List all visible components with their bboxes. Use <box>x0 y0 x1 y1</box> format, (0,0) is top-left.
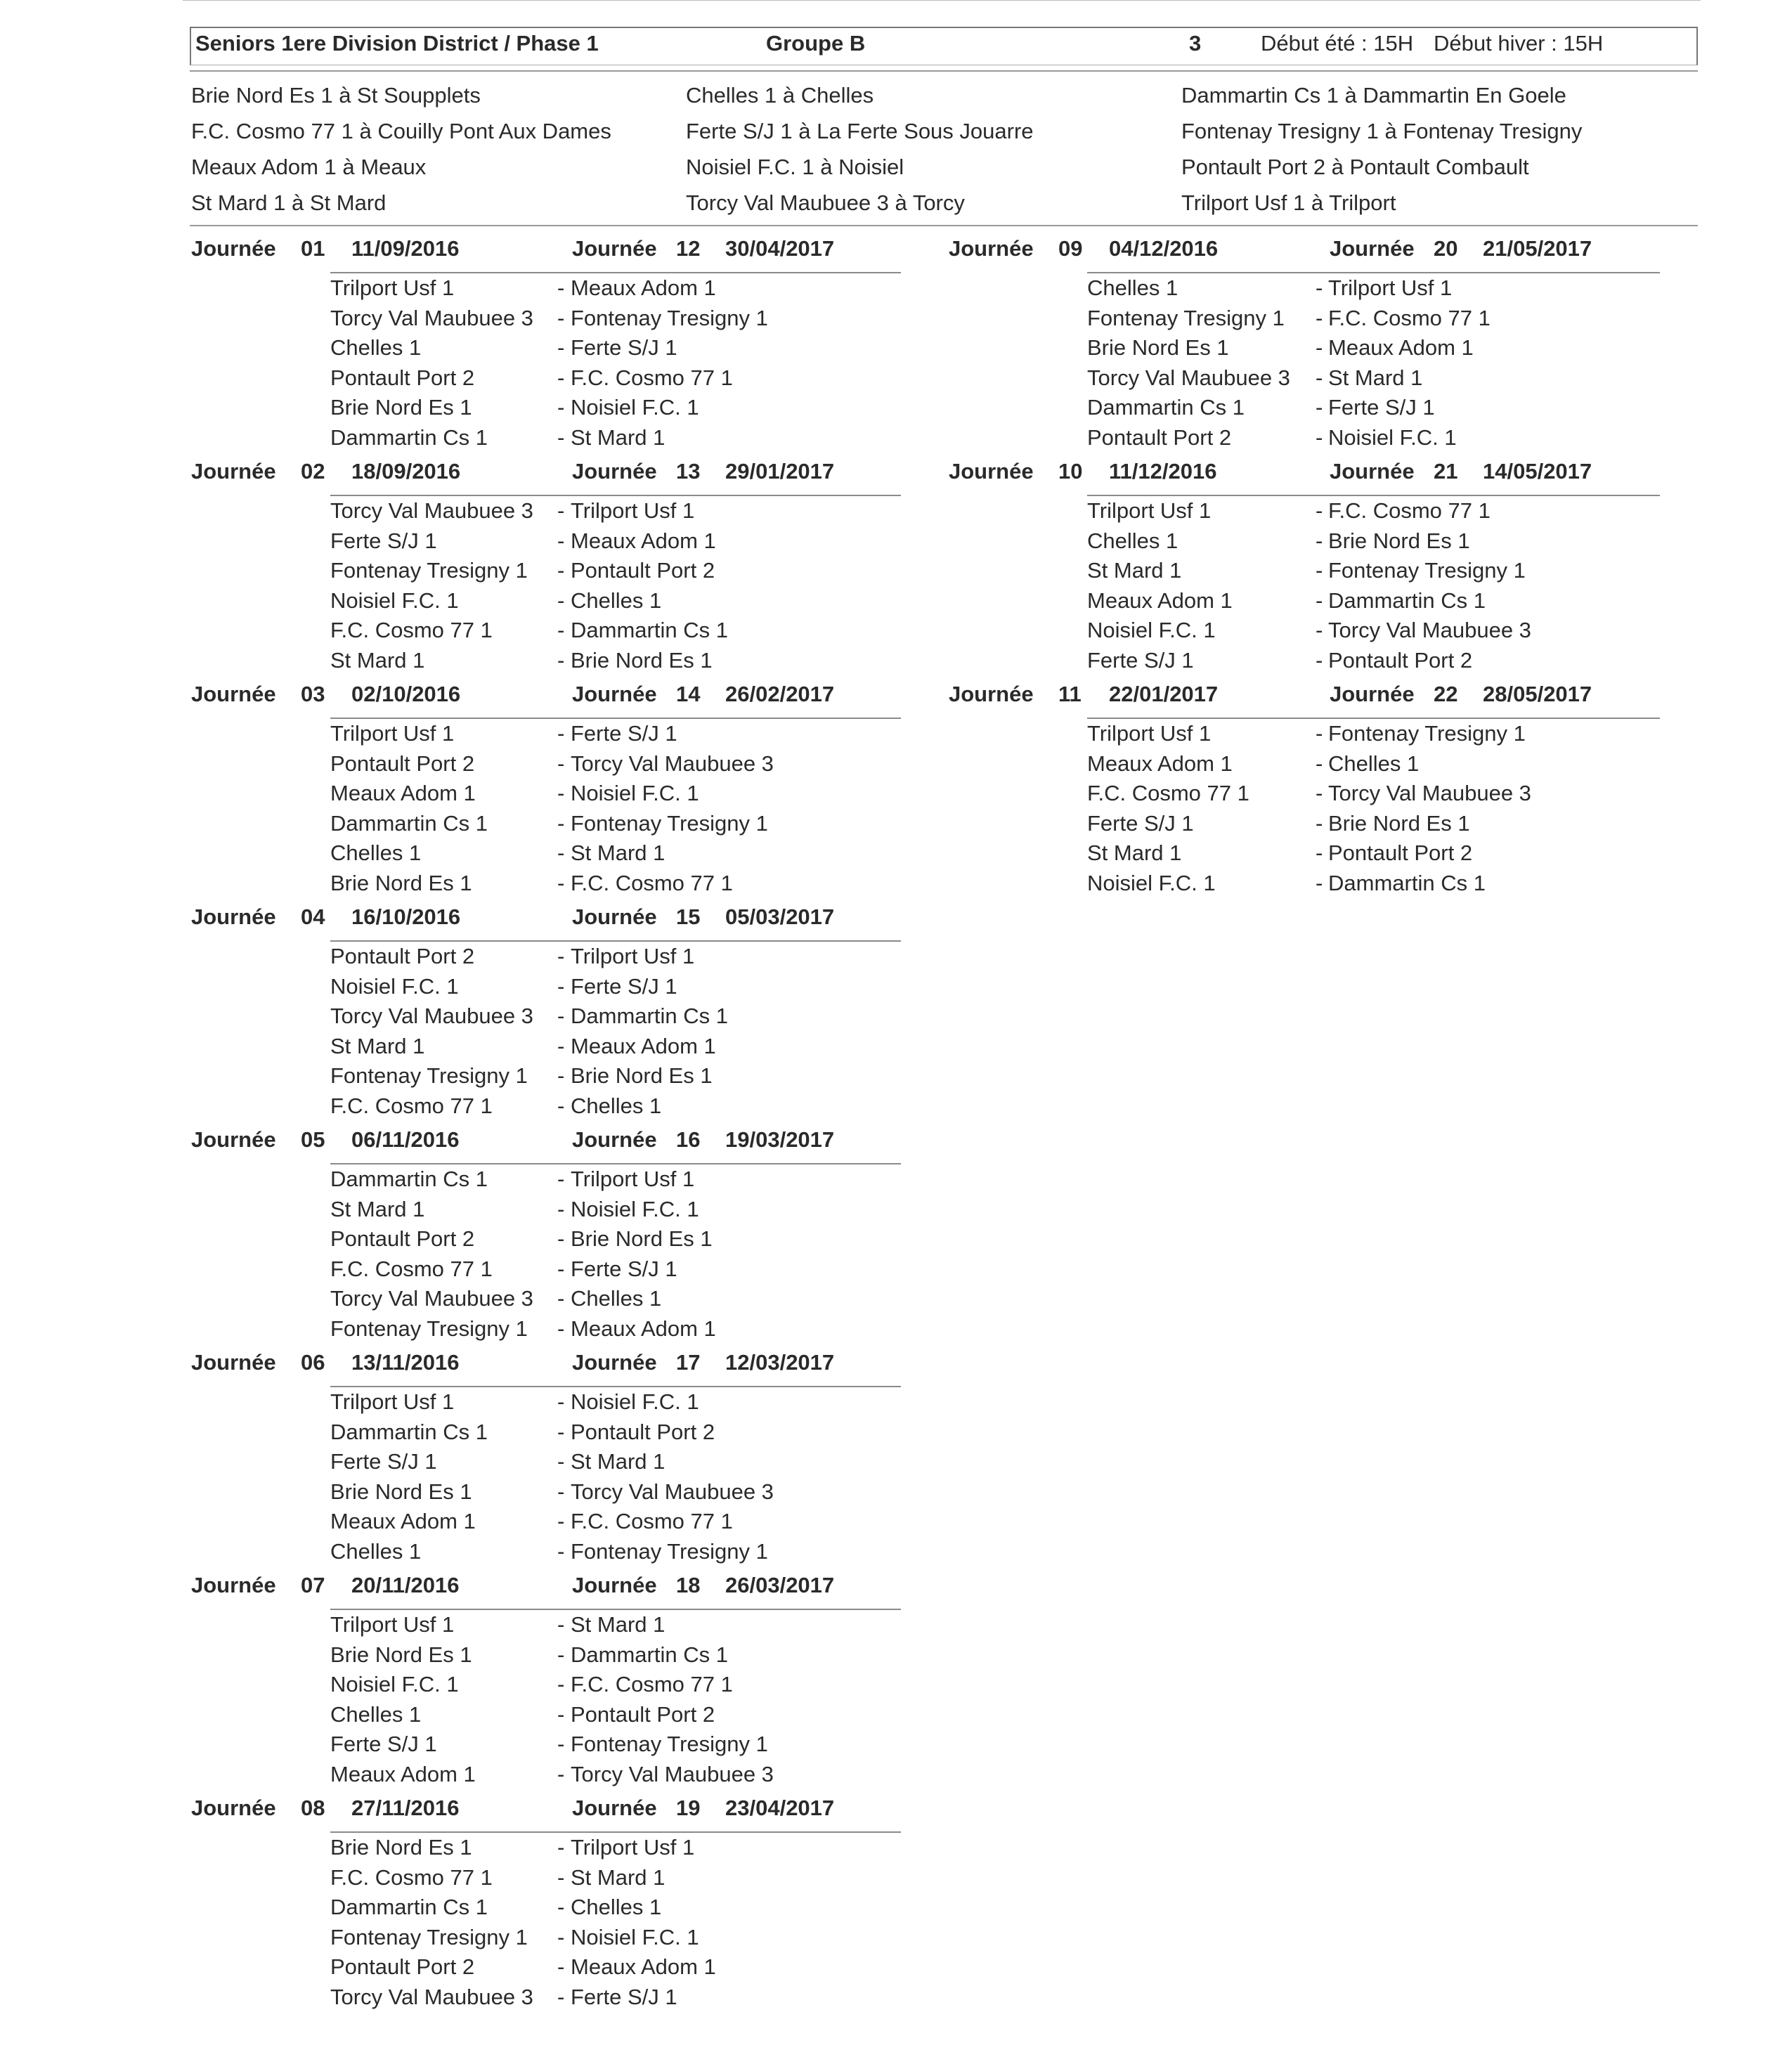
home-team: Brie Nord Es 1 <box>330 1479 472 1504</box>
away-team: Ferte S/J 1 <box>571 721 677 746</box>
home-team: Dammartin Cs 1 <box>330 1895 488 1920</box>
journee-number: 12 <box>676 236 701 261</box>
schedule-header <box>190 27 1698 65</box>
match-dash: - <box>557 558 565 583</box>
journee-date: 23/04/2017 <box>725 1796 835 1820</box>
journee-date: 02/10/2016 <box>351 682 461 706</box>
journee-date: 29/01/2017 <box>725 459 835 484</box>
round-divider <box>330 1163 901 1164</box>
away-team: F.C. Cosmo 77 1 <box>1328 305 1491 330</box>
match-dash: - <box>557 1895 565 1920</box>
home-team: Chelles 1 <box>1087 528 1179 553</box>
match-dash: - <box>557 425 565 450</box>
match-dash: - <box>557 721 565 746</box>
journee-date: 11/12/2016 <box>1109 459 1217 484</box>
away-team: Torcy Val Maubuee 3 <box>571 1762 774 1786</box>
journee-number: 17 <box>676 1350 701 1375</box>
journee-label: Journée <box>191 1350 276 1375</box>
journee-number: 13 <box>676 459 701 484</box>
away-team: St Mard 1 <box>1328 365 1423 390</box>
home-team: Torcy Val Maubuee 3 <box>330 1004 533 1029</box>
home-team: St Mard 1 <box>330 1033 425 1058</box>
match-dash: - <box>557 1256 565 1281</box>
away-team: Trilport Usf 1 <box>571 1167 695 1191</box>
journee-date: 21/05/2017 <box>1483 236 1592 261</box>
home-team: Noisiel F.C. 1 <box>1087 618 1216 643</box>
match-dash: - <box>557 1449 565 1474</box>
home-team: F.C. Cosmo 77 1 <box>1087 781 1249 806</box>
away-team: Torcy Val Maubuee 3 <box>571 1479 774 1504</box>
match-dash: - <box>557 1835 565 1860</box>
home-team: F.C. Cosmo 77 1 <box>330 618 493 643</box>
away-team: Torcy Val Maubuee 3 <box>1328 781 1531 806</box>
home-team: Chelles 1 <box>330 1701 422 1727</box>
match-dash: - <box>557 1004 565 1029</box>
home-team: Fontenay Tresigny 1 <box>1087 305 1285 330</box>
journee-date: 19/03/2017 <box>725 1127 835 1152</box>
away-team: Pontault Port 2 <box>571 1701 715 1727</box>
home-team: Ferte S/J 1 <box>330 1449 437 1474</box>
venue-divider <box>190 225 1698 226</box>
journee-date: 13/11/2016 <box>351 1350 460 1375</box>
away-team: St Mard 1 <box>571 425 665 450</box>
match-dash: - <box>557 1094 565 1118</box>
away-team: Meaux Adom 1 <box>571 1316 716 1341</box>
home-team: Pontault Port 2 <box>1087 425 1232 450</box>
home-team: St Mard 1 <box>1087 841 1182 866</box>
journee-number: 01 <box>301 236 325 261</box>
home-team: Torcy Val Maubuee 3 <box>330 305 533 330</box>
round-divider <box>330 495 901 496</box>
journee-label: Journée <box>572 1573 657 1597</box>
journee-number: 20 <box>1434 236 1458 261</box>
away-team: Trilport Usf 1 <box>571 498 695 523</box>
group-number: 3 <box>1189 31 1202 56</box>
match-dash: - <box>557 1419 565 1444</box>
match-dash: - <box>1316 721 1323 746</box>
journee-number: 19 <box>676 1796 701 1820</box>
match-dash: - <box>557 648 565 673</box>
away-team: F.C. Cosmo 77 1 <box>1328 498 1491 523</box>
journee-date: 12/03/2017 <box>725 1350 835 1375</box>
match-dash: - <box>557 528 565 553</box>
journee-date: 27/11/2016 <box>351 1796 460 1820</box>
away-team: Chelles 1 <box>1328 751 1420 776</box>
away-team: Fontenay Tresigny 1 <box>1328 558 1526 583</box>
match-dash: - <box>557 1642 565 1667</box>
journee-date: 14/05/2017 <box>1483 459 1592 484</box>
header-divider <box>190 70 1698 72</box>
away-team: St Mard 1 <box>571 1864 665 1890</box>
journee-label: Journée <box>191 904 276 929</box>
home-team: Brie Nord Es 1 <box>1087 335 1229 361</box>
journee-date: 30/04/2017 <box>725 236 835 261</box>
away-team: St Mard 1 <box>571 1612 665 1637</box>
match-dash: - <box>557 1864 565 1890</box>
match-dash: - <box>1316 751 1323 776</box>
home-team: Dammartin Cs 1 <box>1087 395 1245 420</box>
journee-label: Journée <box>191 459 276 484</box>
home-team: Noisiel F.C. 1 <box>330 588 459 613</box>
away-team: Meaux Adom 1 <box>571 528 716 553</box>
journee-label: Journée <box>1330 459 1415 484</box>
home-team: Meaux Adom 1 <box>1087 588 1233 613</box>
home-team: Torcy Val Maubuee 3 <box>330 1985 533 2009</box>
away-team: Trilport Usf 1 <box>571 944 695 968</box>
journee-number: 14 <box>676 682 701 706</box>
match-dash: - <box>557 1167 565 1191</box>
match-dash: - <box>557 871 565 895</box>
journee-date: 04/12/2016 <box>1109 236 1219 261</box>
away-team: Dammartin Cs 1 <box>571 1004 728 1029</box>
home-team: Torcy Val Maubuee 3 <box>330 498 533 523</box>
venue-entry: Brie Nord Es 1 à St Soupplets <box>191 83 481 108</box>
away-team: Dammartin Cs 1 <box>571 1642 728 1667</box>
journee-number: 08 <box>301 1796 325 1820</box>
home-team: Meaux Adom 1 <box>330 781 476 806</box>
away-team: F.C. Cosmo 77 1 <box>571 871 733 895</box>
match-dash: - <box>557 1389 565 1414</box>
match-dash: - <box>557 810 565 836</box>
away-team: Meaux Adom 1 <box>571 1954 716 1980</box>
match-dash: - <box>1316 871 1323 895</box>
match-dash: - <box>1316 618 1323 643</box>
journee-label: Journée <box>572 1350 657 1375</box>
away-team: Fontenay Tresigny 1 <box>571 1539 768 1564</box>
away-team: Meaux Adom 1 <box>571 1033 716 1058</box>
away-team: Ferte S/J 1 <box>571 1256 677 1281</box>
match-dash: - <box>1316 528 1323 553</box>
journee-label: Journée <box>572 236 657 261</box>
venue-entry: Chelles 1 à Chelles <box>686 83 874 108</box>
away-team: Trilport Usf 1 <box>1328 275 1453 300</box>
match-dash: - <box>1316 558 1323 583</box>
home-team: Brie Nord Es 1 <box>330 871 472 895</box>
round-divider <box>330 1386 901 1387</box>
away-team: Pontault Port 2 <box>1328 648 1473 673</box>
away-team: Dammartin Cs 1 <box>1328 588 1486 613</box>
home-team: Torcy Val Maubuee 3 <box>330 1286 533 1311</box>
round-divider <box>1087 495 1660 496</box>
home-team: Brie Nord Es 1 <box>330 1642 472 1667</box>
match-dash: - <box>1316 425 1323 450</box>
home-team: St Mard 1 <box>330 648 425 673</box>
home-team: Noisiel F.C. 1 <box>330 973 459 999</box>
journee-number: 05 <box>301 1127 325 1152</box>
journee-date: 18/09/2016 <box>351 459 461 484</box>
away-team: Fontenay Tresigny 1 <box>571 810 768 836</box>
home-team: Ferte S/J 1 <box>330 1732 437 1757</box>
venue-entry: Ferte S/J 1 à La Ferte Sous Jouarre <box>686 119 1034 143</box>
round-divider <box>330 1831 901 1833</box>
journee-label: Journée <box>949 459 1034 484</box>
home-team: Meaux Adom 1 <box>330 1762 476 1786</box>
round-divider <box>330 940 901 942</box>
away-team: St Mard 1 <box>571 841 665 866</box>
home-team: Torcy Val Maubuee 3 <box>1087 365 1290 390</box>
round-divider <box>330 1609 901 1610</box>
home-team: Pontault Port 2 <box>330 365 475 390</box>
match-dash: - <box>557 1672 565 1697</box>
journee-number: 10 <box>1058 459 1083 484</box>
away-team: Brie Nord Es 1 <box>1328 810 1470 836</box>
home-team: Pontault Port 2 <box>330 751 475 776</box>
journee-label: Journée <box>572 1796 657 1820</box>
journee-date: 06/11/2016 <box>351 1127 460 1152</box>
journee-number: 22 <box>1434 682 1458 706</box>
journee-label: Journée <box>949 682 1034 706</box>
away-team: Meaux Adom 1 <box>571 275 716 300</box>
journee-number: 11 <box>1058 682 1082 706</box>
journee-label: Journée <box>1330 236 1415 261</box>
home-team: Noisiel F.C. 1 <box>330 1672 459 1697</box>
home-team: Fontenay Tresigny 1 <box>330 1063 528 1089</box>
journee-number: 09 <box>1058 236 1083 261</box>
journee-number: 18 <box>676 1573 701 1597</box>
group-label: Groupe B <box>766 31 866 56</box>
home-team: Trilport Usf 1 <box>330 275 455 300</box>
match-dash: - <box>557 1479 565 1504</box>
journee-date: 26/02/2017 <box>725 682 835 706</box>
home-team: Dammartin Cs 1 <box>330 810 488 836</box>
home-team: Meaux Adom 1 <box>1087 751 1233 776</box>
round-divider <box>1087 718 1660 719</box>
match-dash: - <box>557 618 565 643</box>
home-team: Fontenay Tresigny 1 <box>330 558 528 583</box>
journee-date: 26/03/2017 <box>725 1573 835 1597</box>
match-dash: - <box>557 365 565 390</box>
venue-entry: F.C. Cosmo 77 1 à Couilly Pont Aux Dames <box>191 119 611 143</box>
away-team: Noisiel F.C. 1 <box>571 781 699 806</box>
away-team: Meaux Adom 1 <box>1328 335 1474 361</box>
home-team: Noisiel F.C. 1 <box>1087 871 1216 895</box>
home-team: Trilport Usf 1 <box>1087 498 1212 523</box>
away-team: Fontenay Tresigny 1 <box>1328 721 1526 746</box>
away-team: Dammartin Cs 1 <box>571 618 728 643</box>
match-dash: - <box>557 1762 565 1786</box>
away-team: F.C. Cosmo 77 1 <box>571 1509 733 1534</box>
away-team: Fontenay Tresigny 1 <box>571 1732 768 1757</box>
home-team: Trilport Usf 1 <box>330 721 455 746</box>
away-team: Brie Nord Es 1 <box>571 1226 713 1252</box>
journee-label: Journée <box>572 904 657 929</box>
journee-number: 06 <box>301 1350 325 1375</box>
home-team: F.C. Cosmo 77 1 <box>330 1864 493 1890</box>
journee-label: Journée <box>191 1573 276 1597</box>
match-dash: - <box>1316 275 1323 300</box>
summer-start: Début été : 15H <box>1261 31 1414 56</box>
journee-label: Journée <box>191 1796 276 1820</box>
venue-entry: Trilport Usf 1 à Trilport <box>1181 190 1396 215</box>
journee-label: Journée <box>572 459 657 484</box>
away-team: Brie Nord Es 1 <box>571 1063 713 1089</box>
home-team: Pontault Port 2 <box>330 1954 475 1980</box>
venue-entry: St Mard 1 à St Mard <box>191 190 387 215</box>
round-divider <box>330 272 901 273</box>
away-team: Torcy Val Maubuee 3 <box>571 751 774 776</box>
match-dash: - <box>557 781 565 806</box>
home-team: Meaux Adom 1 <box>330 1509 476 1534</box>
venue-entry: Noisiel F.C. 1 à Noisiel <box>686 155 904 179</box>
journee-label: Journée <box>191 682 276 706</box>
match-dash: - <box>1316 305 1323 330</box>
match-dash: - <box>557 1509 565 1534</box>
away-team: Noisiel F.C. 1 <box>571 1389 699 1414</box>
home-team: Dammartin Cs 1 <box>330 425 488 450</box>
match-dash: - <box>557 335 565 361</box>
home-team: Chelles 1 <box>330 1539 422 1564</box>
journee-label: Journée <box>191 1127 276 1152</box>
home-team: Dammartin Cs 1 <box>330 1419 488 1444</box>
home-team: Trilport Usf 1 <box>330 1612 455 1637</box>
match-dash: - <box>557 275 565 300</box>
home-team: Pontault Port 2 <box>330 1226 475 1252</box>
match-dash: - <box>1316 781 1323 806</box>
venue-entry: Fontenay Tresigny 1 à Fontenay Tresigny <box>1181 119 1583 143</box>
match-dash: - <box>557 973 565 999</box>
match-dash: - <box>1316 335 1323 361</box>
match-dash: - <box>557 395 565 420</box>
journee-label: Journée <box>1330 682 1415 706</box>
home-team: Pontault Port 2 <box>330 944 475 968</box>
away-team: Torcy Val Maubuee 3 <box>1328 618 1531 643</box>
match-dash: - <box>1316 498 1323 523</box>
venue-entry: Dammartin Cs 1 à Dammartin En Goele <box>1181 83 1566 108</box>
home-team: St Mard 1 <box>1087 558 1182 583</box>
journee-number: 04 <box>301 904 325 929</box>
home-team: Ferte S/J 1 <box>1087 648 1194 673</box>
home-team: Ferte S/J 1 <box>1087 810 1194 836</box>
away-team: Dammartin Cs 1 <box>1328 871 1486 895</box>
away-team: Noisiel F.C. 1 <box>571 1924 699 1949</box>
journee-number: 16 <box>676 1127 701 1152</box>
away-team: F.C. Cosmo 77 1 <box>571 1672 733 1697</box>
away-team: Ferte S/J 1 <box>1328 395 1435 420</box>
away-team: Trilport Usf 1 <box>571 1835 695 1860</box>
away-team: Chelles 1 <box>571 1895 662 1920</box>
away-team: St Mard 1 <box>571 1449 665 1474</box>
match-dash: - <box>557 1985 565 2009</box>
away-team: Ferte S/J 1 <box>571 973 677 999</box>
home-team: Fontenay Tresigny 1 <box>330 1924 528 1949</box>
match-dash: - <box>557 1063 565 1089</box>
journee-label: Journée <box>572 1127 657 1152</box>
match-dash: - <box>557 1196 565 1221</box>
away-team: Noisiel F.C. 1 <box>571 395 699 420</box>
journee-number: 21 <box>1434 459 1458 484</box>
match-dash: - <box>557 498 565 523</box>
round-divider <box>1087 272 1660 273</box>
home-team: F.C. Cosmo 77 1 <box>330 1094 493 1118</box>
home-team: F.C. Cosmo 77 1 <box>330 1256 493 1281</box>
match-dash: - <box>557 1286 565 1311</box>
away-team: Chelles 1 <box>571 1286 662 1311</box>
match-dash: - <box>557 944 565 968</box>
journee-date: 22/01/2017 <box>1109 682 1219 706</box>
away-team: Pontault Port 2 <box>571 558 715 583</box>
away-team: Noisiel F.C. 1 <box>1328 425 1457 450</box>
home-team: Trilport Usf 1 <box>1087 721 1212 746</box>
home-team: Trilport Usf 1 <box>330 1389 455 1414</box>
division-title: Seniors 1ere Division District / Phase 1 <box>195 31 599 56</box>
match-dash: - <box>557 1954 565 1980</box>
away-team: Ferte S/J 1 <box>571 1985 677 2009</box>
away-team: Chelles 1 <box>571 1094 662 1118</box>
away-team: Brie Nord Es 1 <box>1328 528 1470 553</box>
match-dash: - <box>1316 810 1323 836</box>
home-team: Chelles 1 <box>330 841 422 866</box>
journee-number: 07 <box>301 1573 325 1597</box>
journee-number: 03 <box>301 682 325 706</box>
away-team: Chelles 1 <box>571 588 662 613</box>
match-dash: - <box>1316 365 1323 390</box>
away-team: Noisiel F.C. 1 <box>571 1196 699 1221</box>
match-dash: - <box>557 1701 565 1727</box>
away-team: Pontault Port 2 <box>1328 841 1473 866</box>
round-divider <box>330 718 901 719</box>
match-dash: - <box>557 305 565 330</box>
home-team: Brie Nord Es 1 <box>330 395 472 420</box>
away-team: Fontenay Tresigny 1 <box>571 305 768 330</box>
home-team: Fontenay Tresigny 1 <box>330 1316 528 1341</box>
match-dash: - <box>557 1226 565 1252</box>
match-dash: - <box>557 1539 565 1564</box>
home-team: Dammartin Cs 1 <box>330 1167 488 1191</box>
home-team: Ferte S/J 1 <box>330 528 437 553</box>
home-team: Chelles 1 <box>330 335 422 361</box>
match-dash: - <box>1316 395 1323 420</box>
journee-date: 20/11/2016 <box>351 1573 460 1597</box>
away-team: Pontault Port 2 <box>571 1419 715 1444</box>
away-team: F.C. Cosmo 77 1 <box>571 365 733 390</box>
match-dash: - <box>557 1316 565 1341</box>
match-dash: - <box>1316 588 1323 613</box>
venue-entry: Pontault Port 2 à Pontault Combault <box>1181 155 1529 179</box>
match-dash: - <box>557 588 565 613</box>
match-dash: - <box>557 841 565 866</box>
away-team: Brie Nord Es 1 <box>571 648 713 673</box>
match-dash: - <box>557 1924 565 1949</box>
match-dash: - <box>557 1612 565 1637</box>
away-team: Ferte S/J 1 <box>571 335 677 361</box>
journee-number: 02 <box>301 459 325 484</box>
top-edge-line <box>183 0 1701 1</box>
journee-date: 11/09/2016 <box>351 236 460 261</box>
home-team: St Mard 1 <box>330 1196 425 1221</box>
match-dash: - <box>557 751 565 776</box>
home-team: Chelles 1 <box>1087 275 1179 300</box>
home-team: Brie Nord Es 1 <box>330 1835 472 1860</box>
venue-entry: Meaux Adom 1 à Meaux <box>191 155 427 179</box>
journee-label: Journée <box>572 682 657 706</box>
match-dash: - <box>1316 841 1323 866</box>
journee-date: 28/05/2017 <box>1483 682 1592 706</box>
match-dash: - <box>1316 648 1323 673</box>
match-dash: - <box>557 1732 565 1757</box>
journee-label: Journée <box>191 236 276 261</box>
winter-start: Début hiver : 15H <box>1434 31 1604 56</box>
journee-label: Journée <box>949 236 1034 261</box>
venue-entry: Torcy Val Maubuee 3 à Torcy <box>686 190 965 215</box>
match-dash: - <box>557 1033 565 1058</box>
journee-number: 15 <box>676 904 701 929</box>
journee-date: 05/03/2017 <box>725 904 835 929</box>
journee-date: 16/10/2016 <box>351 904 461 929</box>
